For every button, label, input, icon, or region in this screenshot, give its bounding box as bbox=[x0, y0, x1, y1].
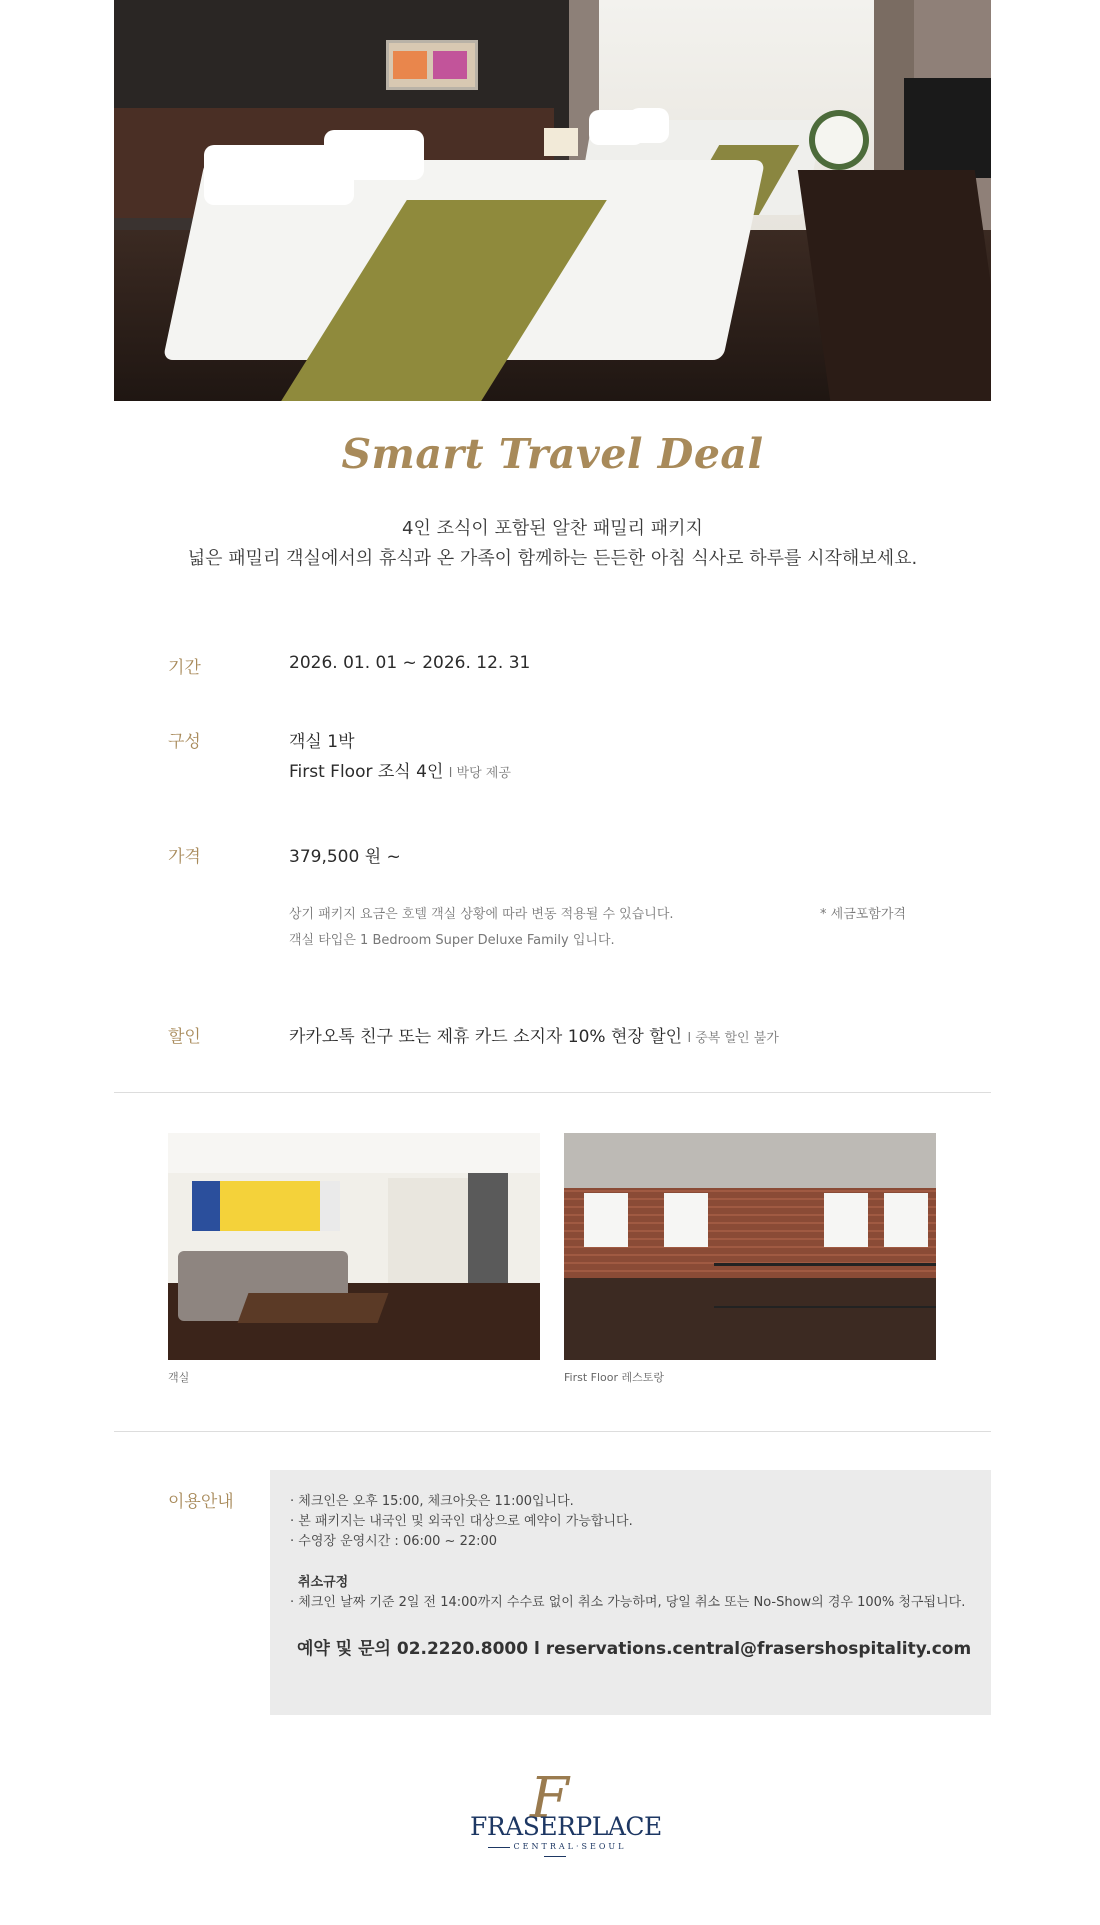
intro-line-2: 넓은 패밀리 객실에서의 휴식과 온 가족이 함께하는 든든한 아침 식사로 하루를 시작해보세요. bbox=[187, 548, 918, 569]
room-photo bbox=[168, 1133, 540, 1360]
contact-info: 예약 및 문의 02.2220.8000 l reservations.central@frasershospitality.com bbox=[297, 1639, 972, 1659]
logo-sub-text: CENTRAL·SEOUL bbox=[470, 1842, 640, 1860]
logo-monogram: F bbox=[530, 1766, 569, 1831]
page-title: Smart Travel Deal bbox=[341, 430, 764, 478]
composition-label: 구성 bbox=[168, 732, 201, 752]
composition-note: l 박당 제공 bbox=[448, 766, 511, 781]
cancel-policy-line: · 체크인 날짜 기준 2일 전 14:00까지 수수료 없이 취소 가능하며, 당일 취소 또는 No-Show의 경우 100% 청구됩니다. bbox=[290, 1595, 966, 1610]
price-note-1: 상기 패키지 요금은 호텔 객실 상황에 따라 변동 적용될 수 있습니다. bbox=[289, 907, 674, 922]
usage-line-pool: · 수영장 운영시간 : 06:00 ~ 22:00 bbox=[290, 1534, 498, 1549]
price-note-2: 객실 타입은 1 Bedroom Super Deluxe Family 입니다. bbox=[289, 933, 615, 948]
period-value: 2026. 01. 01 ~ 2026. 12. 31 bbox=[289, 653, 531, 673]
period-label: 기간 bbox=[168, 658, 201, 678]
divider bbox=[114, 1431, 991, 1432]
cancel-policy-title: 취소규정 bbox=[298, 1575, 349, 1590]
usage-label: 이용안내 bbox=[168, 1492, 234, 1512]
discount-row bbox=[289, 1022, 779, 1047]
logo-main-text: FRASERPLACE bbox=[470, 1812, 662, 1841]
composition-breakfast: First Floor 조식 4인 bbox=[289, 762, 444, 782]
intro-text bbox=[114, 514, 991, 574]
intro-line-1: 4인 조식이 포함된 알찬 패밀리 패키지 bbox=[402, 518, 703, 539]
usage-line-checkin: · 체크인은 오후 15:00, 체크아웃은 11:00입니다. bbox=[290, 1494, 574, 1509]
composition-line-2 bbox=[289, 757, 511, 782]
price-label: 가격 bbox=[168, 847, 201, 867]
price-value: 379,500 원 ~ bbox=[289, 847, 401, 867]
fraser-place-logo bbox=[470, 1766, 662, 1851]
room-photo-caption: 객실 bbox=[168, 1371, 190, 1384]
restaurant-photo-caption: First Floor 레스토랑 bbox=[564, 1371, 665, 1384]
usage-line-eligibility: · 본 패키지는 내국인 및 외국인 대상으로 예약이 가능합니다. bbox=[290, 1514, 633, 1529]
divider bbox=[114, 1092, 991, 1093]
hero-room-photo bbox=[114, 0, 991, 401]
discount-value: 카카오톡 친구 또는 제휴 카드 소지자 10% 현장 할인 bbox=[289, 1027, 683, 1047]
discount-note: l 중복 할인 불가 bbox=[687, 1031, 779, 1046]
tax-note: * 세금포함가격 bbox=[820, 907, 906, 922]
composition-line-1: 객실 1박 bbox=[289, 732, 355, 752]
discount-label: 할인 bbox=[168, 1027, 201, 1047]
restaurant-photo bbox=[564, 1133, 936, 1360]
